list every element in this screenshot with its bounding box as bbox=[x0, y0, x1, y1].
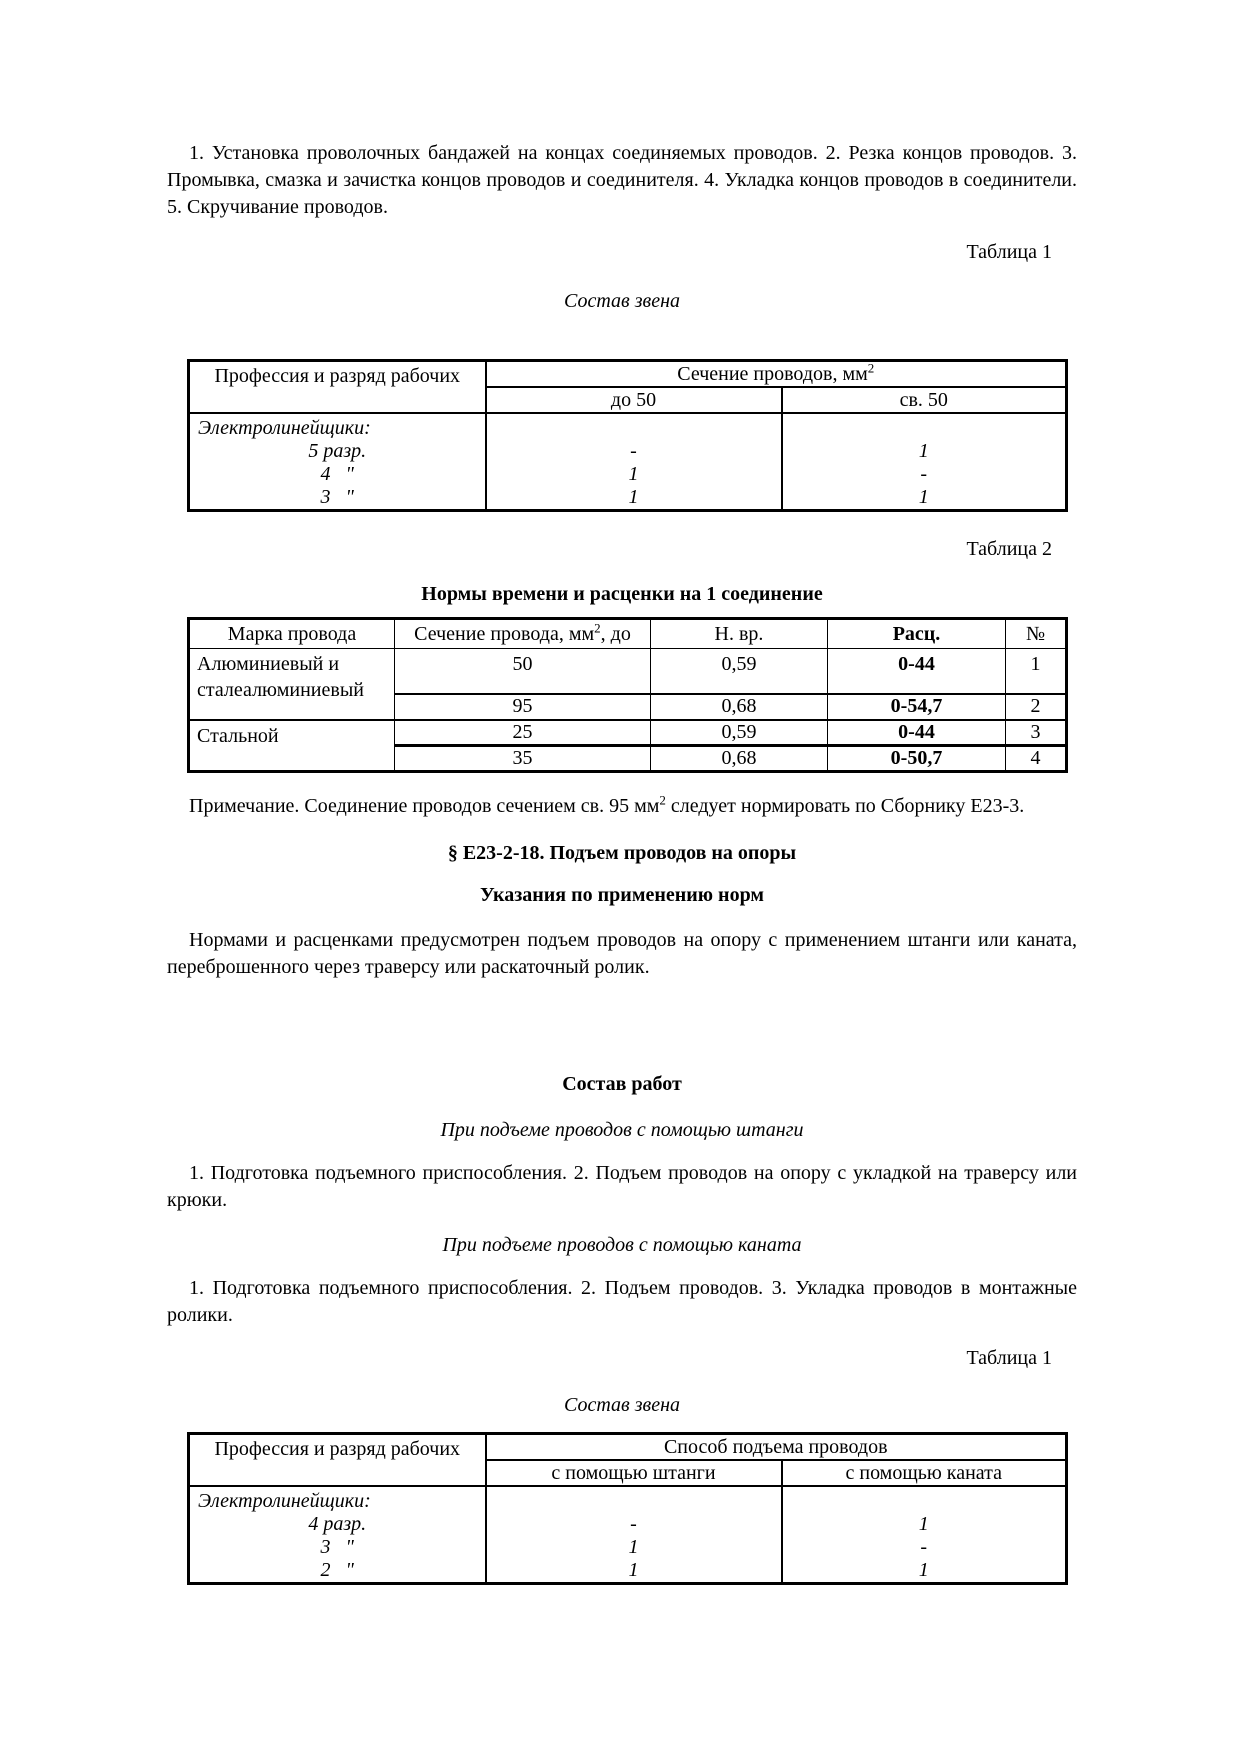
table1-upto50-cell bbox=[486, 413, 782, 511]
table3-group-label: Электролинейщики: bbox=[198, 1489, 371, 1512]
table2-header-rate: Расц. bbox=[828, 619, 1006, 649]
note-text: Примечание. Соединение проводов сечением св. 95 мм bbox=[189, 794, 660, 817]
table3-professions-cell bbox=[189, 1486, 486, 1584]
table2-rate-value: 0-44 bbox=[828, 649, 1006, 694]
table3-value: 1 bbox=[628, 1535, 639, 1558]
table2-header-num: № bbox=[1006, 619, 1067, 649]
table1-professions-cell bbox=[189, 413, 486, 511]
table1-header-row bbox=[189, 361, 1067, 388]
works-heading: Состав работ bbox=[562, 1072, 682, 1095]
table1-header-profession: Профессия и разряд рабочих bbox=[189, 361, 486, 414]
note-sup: 2 bbox=[659, 791, 666, 807]
table2-title: Нормы времени и расценки на 1 соединение bbox=[421, 583, 823, 605]
table1-value: - bbox=[920, 463, 928, 485]
table2-time-value: 0,59 bbox=[651, 720, 828, 746]
table1-group-label: Электролинейщики: bbox=[198, 417, 371, 439]
table-crew-composition-2 bbox=[187, 1432, 1068, 1585]
table2-time-value: 0,59 bbox=[651, 649, 828, 694]
table3-grade-label: 3 " bbox=[320, 1535, 354, 1558]
table3-header-row bbox=[189, 1433, 1067, 1460]
table1-grade-label: 5 разр. bbox=[308, 440, 367, 462]
table1-body-row bbox=[189, 413, 1067, 511]
table1-title: Состав звена bbox=[563, 290, 680, 312]
table2-section-value: 25 bbox=[395, 720, 651, 746]
table2-rate-value: 0-50,7 bbox=[828, 745, 1006, 771]
table3-body-row bbox=[189, 1486, 1067, 1584]
table3-rod-cell bbox=[486, 1486, 782, 1584]
table2-header-mark: Марка провода bbox=[189, 619, 395, 649]
table3-title: Состав звена bbox=[563, 1393, 680, 1416]
table1-subheader-upto50: до 50 bbox=[486, 387, 782, 413]
table2-rate-value: 0-54,7 bbox=[828, 694, 1006, 720]
table2-section-value: 95 bbox=[395, 694, 651, 720]
method2-heading: При подъеме проводов с помощью каната bbox=[442, 1233, 802, 1256]
table1-subheader-over50: св. 50 bbox=[782, 387, 1067, 413]
paragraph-note bbox=[167, 793, 1077, 820]
table-time-norms-rates bbox=[187, 617, 1068, 773]
table2-row-aluminium-50 bbox=[189, 649, 1067, 694]
section-subheading: Указания по применению норм bbox=[479, 883, 765, 906]
paragraph-norms-scope: Нормами и расценками предусмотрен подъем проводов на опору с применением штанги или каната, переброшенного через траверсу или раскаточный ролик. bbox=[167, 928, 1077, 978]
table1-grade-label: 4 " bbox=[320, 463, 354, 485]
table-crew-composition-1 bbox=[187, 359, 1068, 512]
table1-grade-label: 3 " bbox=[320, 486, 354, 508]
table3-header-method: Способ подъема проводов bbox=[486, 1433, 1067, 1460]
table3-caption: Таблица 1 bbox=[966, 1346, 1052, 1369]
table1-value: - bbox=[630, 440, 637, 462]
table2-num-value: 2 bbox=[1006, 694, 1067, 720]
table3-header-profession: Профессия и разряд рабочих bbox=[189, 1433, 486, 1486]
table3-subheader-rope: с помощью каната bbox=[782, 1460, 1067, 1486]
table2-num-value: 3 bbox=[1006, 720, 1067, 746]
table2-header-section-text: Сечение провода, мм bbox=[414, 623, 595, 645]
table1-header-section-text: Сечение проводов, мм bbox=[677, 363, 868, 385]
paragraph-connection-steps: 1. Установка проволочных бандажей на концах соединяемых проводов. 2. Резка концов проводов. 3. Промывка, смазка и зачистка концов проводов и соединителя. 4. Укладка концов проводов в соединители. 5. Скручивание проводов. bbox=[167, 142, 1077, 218]
table3-subheader-rod: с помощью штанги bbox=[486, 1460, 782, 1486]
table2-section-value: 35 bbox=[395, 745, 651, 771]
table3-rope-cell bbox=[782, 1486, 1067, 1584]
table3-value: 1 bbox=[628, 1558, 639, 1581]
table2-row-steel-25 bbox=[189, 720, 1067, 746]
table2-rate-value: 0-44 bbox=[828, 720, 1006, 746]
table2-mark-aluminium: Алюминиевый и сталеалюминиевый bbox=[189, 649, 395, 720]
table3-grade-label: 2 " bbox=[320, 1558, 354, 1581]
table3-value: - bbox=[920, 1535, 928, 1558]
table1-value-blank bbox=[783, 417, 1066, 440]
table2-mark-steel: Стальной bbox=[189, 720, 395, 772]
table3-value: 1 bbox=[918, 1512, 929, 1535]
table1-value: 1 bbox=[628, 463, 639, 485]
table2-num-value: 1 bbox=[1006, 649, 1067, 694]
section-heading: § Е23-2-18. Подъем проводов на опоры bbox=[447, 841, 797, 864]
table1-over50-cell bbox=[782, 413, 1067, 511]
table1-value: 1 bbox=[918, 440, 929, 462]
table1-value: 1 bbox=[918, 486, 929, 508]
table2-header-section-suffix: , до bbox=[600, 623, 631, 645]
table1-header-section-sup: 2 bbox=[867, 360, 875, 376]
table1-header-section bbox=[486, 361, 1067, 388]
table2-section-value: 50 bbox=[395, 649, 651, 694]
table1-value: 1 bbox=[628, 486, 639, 508]
table1-caption: Таблица 1 bbox=[966, 241, 1052, 263]
table3-value: - bbox=[630, 1512, 637, 1535]
table3-value-blank bbox=[783, 1490, 1066, 1513]
table1-value-blank bbox=[487, 417, 781, 440]
table3-value-blank bbox=[487, 1490, 781, 1513]
table2-time-value: 0,68 bbox=[651, 745, 828, 771]
table2-header-row bbox=[189, 619, 1067, 649]
paragraph-method1-steps: 1. Подготовка подъемного приспособления. 2. Подъем проводов на опору с укладкой на траверсу или крюки. bbox=[167, 1161, 1077, 1211]
table2-header-section-sup: 2 bbox=[594, 620, 601, 636]
table3-value: 1 bbox=[918, 1558, 929, 1581]
note-text-2: следует нормировать по Сборнику Е23-3. bbox=[665, 794, 1025, 817]
paragraph-method2-steps: 1. Подготовка подъемного приспособления. 2. Подъем проводов. 3. Укладка проводов в монтажные ролики. bbox=[167, 1276, 1077, 1326]
table2-header-time: Н. вр. bbox=[651, 619, 828, 649]
table3-grade-label: 4 разр. bbox=[308, 1512, 367, 1535]
table2-time-value: 0,68 bbox=[651, 694, 828, 720]
table2-num-value: 4 bbox=[1006, 745, 1067, 771]
table2-header-section bbox=[395, 619, 651, 649]
table2-caption: Таблица 2 bbox=[966, 538, 1052, 560]
method1-heading: При подъеме проводов с помощью штанги bbox=[440, 1118, 804, 1141]
